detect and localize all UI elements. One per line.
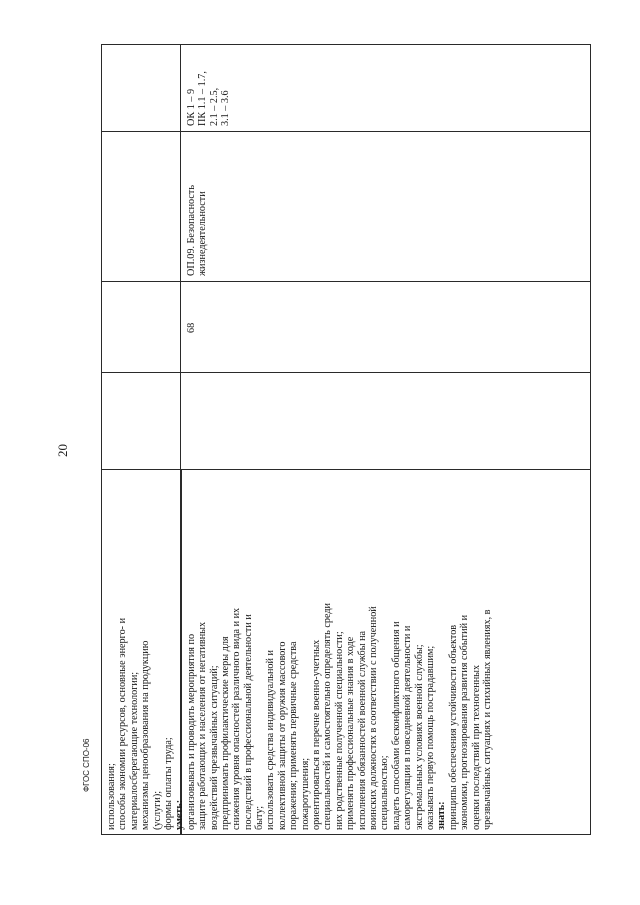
description-line: оказывать первую помощь пострадавшим; bbox=[424, 645, 436, 830]
description-line: поражения; применять первичные средства bbox=[288, 641, 300, 830]
description-line: снижения уровня опасностей различного вида и их bbox=[231, 607, 243, 830]
competence-line: 3.1 – 3.6 bbox=[220, 90, 232, 126]
description-line: способы экономии ресурсов, основные энерго- и bbox=[117, 617, 129, 830]
column-divider bbox=[101, 372, 591, 373]
competence-line: 2.1 – 2.5, bbox=[208, 87, 220, 126]
description-line: принципы обеспечения устойчивости объектов bbox=[447, 624, 459, 830]
description-line: знать: bbox=[436, 801, 448, 830]
description-line: специальностей и самостоятельно определять среди bbox=[322, 602, 334, 830]
footer-code: ФГОС СПО-06 bbox=[82, 738, 91, 792]
description-line: защите работающих и населения от негативных bbox=[197, 621, 209, 830]
description-line: организовывать и проводить мероприятия по bbox=[185, 633, 197, 830]
description-line: последствий в профессиональной деятельности и bbox=[242, 614, 254, 830]
discipline-line: ОП.09. Безопасность bbox=[186, 184, 197, 276]
description-line: них родственные полученной специальности; bbox=[333, 631, 345, 830]
description-line: быту; bbox=[254, 805, 266, 830]
description-line: экстремальных условиях военной службы; bbox=[413, 644, 425, 830]
competence-line: ОК 1 – 9 bbox=[186, 88, 197, 126]
description-text bbox=[106, 603, 493, 830]
table-border-right bbox=[590, 44, 591, 835]
description-line: коллективной защиты от оружия массового bbox=[276, 641, 288, 830]
description-line: оценки последствий при техногенных bbox=[470, 664, 482, 830]
description-line: экономики, прогнозирования развития событий и bbox=[459, 614, 471, 830]
description-line: уметь: bbox=[174, 799, 186, 830]
column-divider bbox=[101, 281, 591, 282]
description-line: (услуги); bbox=[151, 790, 163, 830]
table-border-left bbox=[101, 44, 102, 835]
description-line: ориентироваться в перечне военно-учетных bbox=[311, 639, 323, 830]
description-line: владеть способами бесконфликтного общения и bbox=[390, 621, 402, 830]
description-line: пожаротушения; bbox=[299, 757, 311, 830]
description-line: специальностью; bbox=[379, 755, 391, 830]
table-border-top bbox=[101, 44, 591, 45]
description-cell bbox=[106, 470, 586, 830]
hours-value: 68 bbox=[186, 322, 197, 333]
column-divider bbox=[101, 131, 591, 132]
discipline-line: жизнедеятельности bbox=[197, 191, 209, 276]
description-line: исполнения обязанностей военной службы на bbox=[356, 630, 368, 830]
description-line: воздействий чрезвычайных ситуаций; bbox=[208, 665, 220, 830]
description-line: воинских должностях в соответствии с полученной bbox=[367, 606, 379, 830]
competence-line: ПК 1.1 – 1.7, bbox=[197, 71, 209, 126]
competence-cell bbox=[186, 46, 236, 126]
description-line: формы оплаты труда; bbox=[162, 737, 174, 830]
description-line: саморегуляции в повседневной деятельности и bbox=[402, 625, 414, 830]
table-border-bottom bbox=[101, 834, 591, 835]
description-line: предпринимать профилактические меры для bbox=[219, 636, 231, 830]
competence-list bbox=[186, 71, 232, 126]
description-line: применять профессиональные знания в ходе bbox=[345, 636, 357, 830]
page-number: 20 bbox=[55, 444, 70, 457]
discipline-name bbox=[186, 185, 209, 276]
hours-cell bbox=[186, 303, 206, 333]
description-line: материалосберегающие технологии; bbox=[128, 671, 140, 830]
description-line: механизмы ценообразования на продукцию bbox=[140, 640, 152, 830]
description-line: использования; bbox=[106, 763, 117, 830]
discipline-cell bbox=[186, 136, 216, 276]
description-line: использовать средства индивидуальной и bbox=[265, 650, 277, 830]
description-line: чрезвычайных ситуациях и стихийных явлениях, в bbox=[481, 609, 493, 830]
